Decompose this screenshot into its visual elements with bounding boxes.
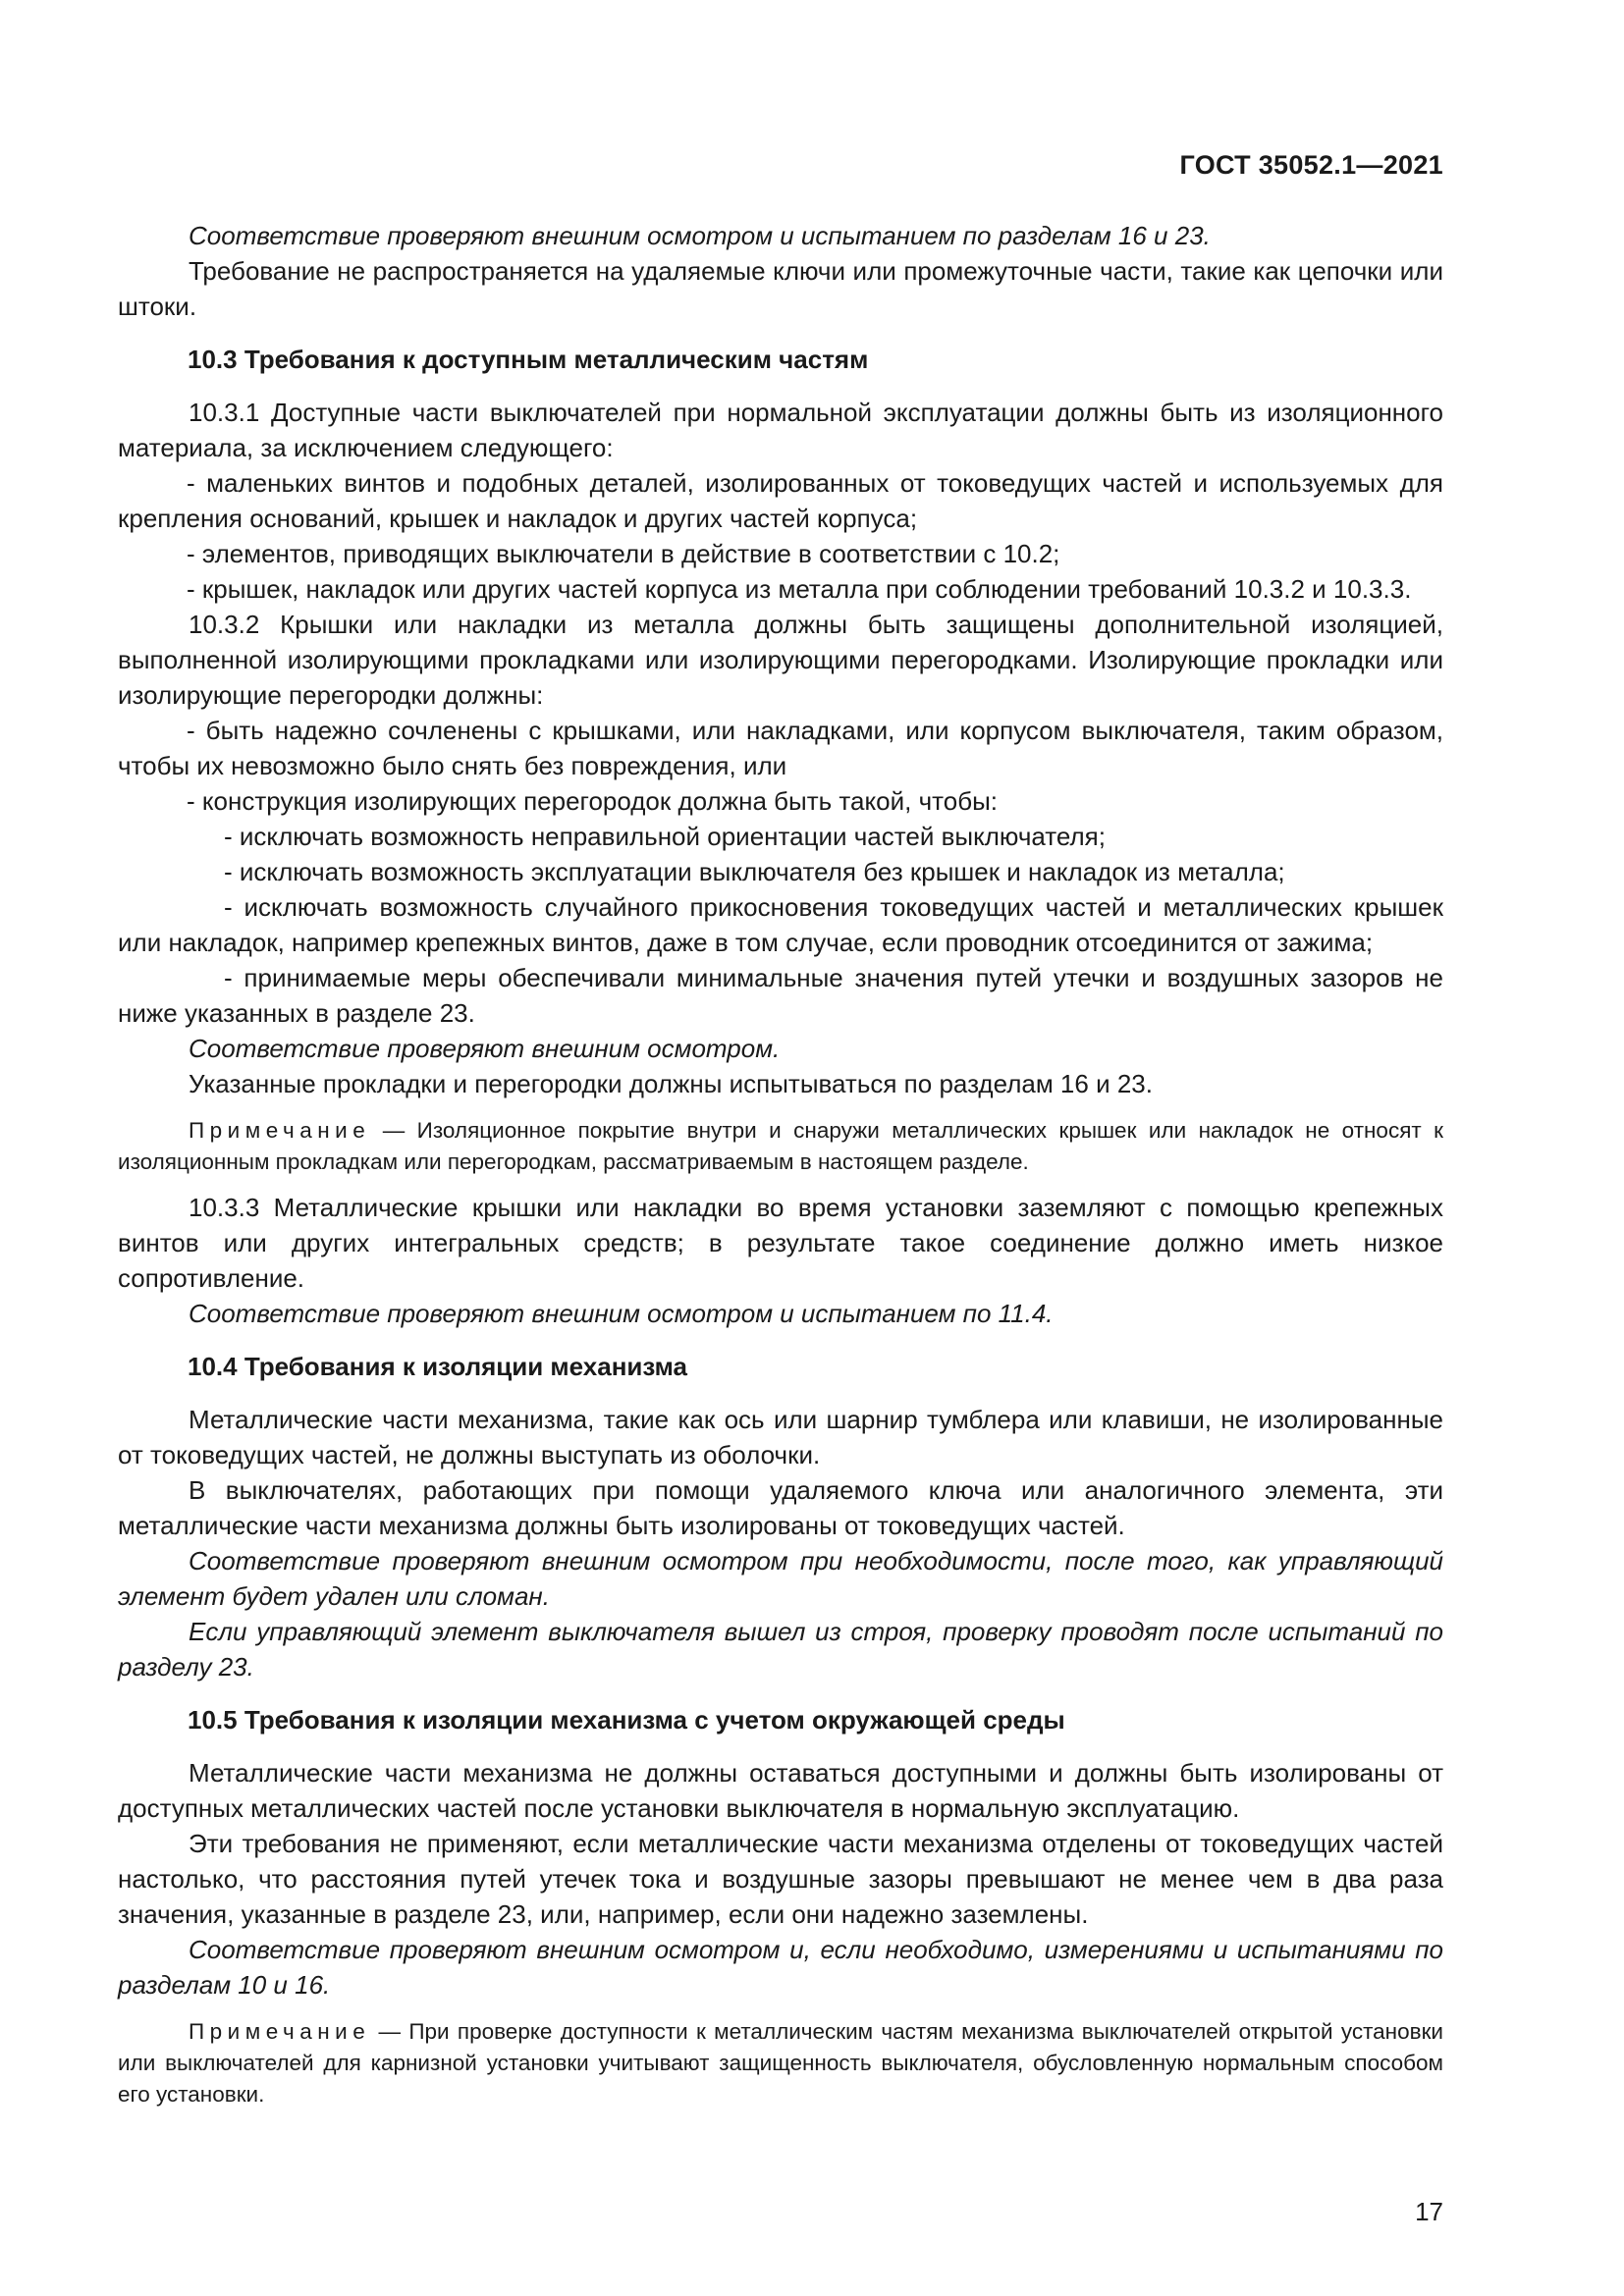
sub-list-item: - принимаемые меры обеспечивали минимальные значения путей утечки и воздушных зазоров не ниже указанных в разделе 23. — [118, 963, 1443, 1028]
compliance-paragraph: Соответствие проверяют внешним осмотром. — [189, 1034, 781, 1063]
note — [118, 2016, 1443, 2110]
clause-10-3-3: 10.3.3 Металлические крышки или накладки во время установки заземляют с помощью крепежных винтов или других интегральных средств; в результате такое соединение должно иметь низкое сопротивление. — [118, 1193, 1443, 1293]
section-heading-10-5: 10.5 Требования к изоляции механизма с учетом окружающей среды — [188, 1705, 1065, 1735]
clause-10-3-1: 10.3.1 Доступные части выключателей при нормальной эксплуатации должны быть из изоляционного материала, за исключением следующего: — [118, 398, 1443, 462]
sub-list-item: - исключать возможность эксплуатации выключателя без крышек и накладок из металла; — [224, 857, 1285, 886]
document-code: ГОСТ 35052.1—2021 — [1179, 150, 1443, 180]
clause-10-3-2: 10.3.2 Крышки или накладки из металла должны быть защищены дополнительной изоляцией, выполненной изолирующими прокладками или изолирующими перегородками. Изолирующие прокладки или изолирующие перегородки должны: — [118, 610, 1443, 710]
list-item: - элементов, приводящих выключатели в действие в соответствии с 10.2; — [187, 539, 1060, 568]
paragraph: Металлические части механизма, такие как ось или шарнир тумблера или клавиши, не изолированные от токоведущих частей, не должны выступать из оболочки. — [118, 1405, 1443, 1469]
note-text: — При проверке доступности к металлическим частям механизма выключателей открытой установки или выключателей для карнизной установки учитывают защищенность выключателя, обусловленную нормальным способом его установки. — [118, 2019, 1443, 2107]
note-label: Примечание — [189, 1118, 371, 1143]
paragraph: Указанные прокладки и перегородки должны испытываться по разделам 16 и 23. — [189, 1069, 1153, 1098]
list-item: - конструкция изолирующих перегородок должна быть такой, чтобы: — [187, 786, 999, 816]
paragraph: Требование не распространяется на удаляемые ключи или промежуточные части, такие как цепочки или штоки. — [118, 256, 1443, 321]
compliance-paragraph: Соответствие проверяют внешним осмотром и испытанием по 11.4. — [189, 1299, 1054, 1328]
paragraph: Эти требования не применяют, если металлические части механизма отделены от токоведущих частей настолько, что расстояния путей утечек тока и воздушные зазоры превышают не менее чем в два раза значения, указанные в разделе 23, или, например, если они надежно заземлены. — [118, 1829, 1443, 1929]
page-number: 17 — [1415, 2197, 1443, 2226]
compliance-paragraph: Соответствие проверяют внешним осмотром при необходимости, после того, как управляющий элемент будет удален или сломан. — [118, 1546, 1443, 1611]
section-heading-10-4: 10.4 Требования к изоляции механизма — [188, 1352, 688, 1381]
list-item: - маленьких винтов и подобных деталей, изолированных от токоведущих частей и используемых для крепления оснований, крышек и накладок и других частей корпуса; — [118, 468, 1443, 533]
sub-list-item: - исключать возможность неправильной ориентации частей выключателя; — [224, 822, 1106, 851]
paragraph: Металлические части механизма не должны оставаться доступными и должны быть изолированы от доступных металлических частей после установки выключателя в нормальную эксплуатацию. — [118, 1758, 1443, 1823]
sub-list-item: - исключать возможность случайного прикосновения токоведущих частей и металлических крышек или накладок, например крепежных винтов, даже в том случае, если проводник отсоединится от зажима; — [118, 892, 1443, 957]
note — [118, 1115, 1443, 1178]
note-text: — Изоляционное покрытие внутри и снаружи металлических крышек или накладок не относят к изоляционным прокладкам или перегородкам, рассматриваемым в настоящем разделе. — [118, 1118, 1443, 1174]
section-heading-10-3: 10.3 Требования к доступным металлическим частям — [188, 345, 869, 374]
list-item: - быть надежно сочленены с крышками, или накладками, или корпусом выключателя, таким образом, чтобы их невозможно было снять без повреждения, или — [118, 716, 1443, 780]
compliance-paragraph: Соответствие проверяют внешним осмотром и испытанием по разделам 16 и 23. — [189, 221, 1211, 250]
paragraph: В выключателях, работающих при помощи удаляемого ключа или аналогичного элемента, эти металлические части механизма должны быть изолированы от токоведущих частей. — [118, 1475, 1443, 1540]
document-body — [118, 218, 1443, 2122]
compliance-paragraph: Соответствие проверяют внешним осмотром и, если необходимо, измерениями и испытаниями по разделам 10 и 16. — [118, 1935, 1443, 2000]
note-label: Примечание — [189, 2019, 371, 2044]
compliance-paragraph: Если управляющий элемент выключателя вышел из строя, проверку проводят после испытаний по разделу 23. — [118, 1617, 1443, 1682]
list-item: - крышек, накладок или других частей корпуса из металла при соблюдении требований 10.3.2 и 10.3.3. — [187, 574, 1412, 604]
